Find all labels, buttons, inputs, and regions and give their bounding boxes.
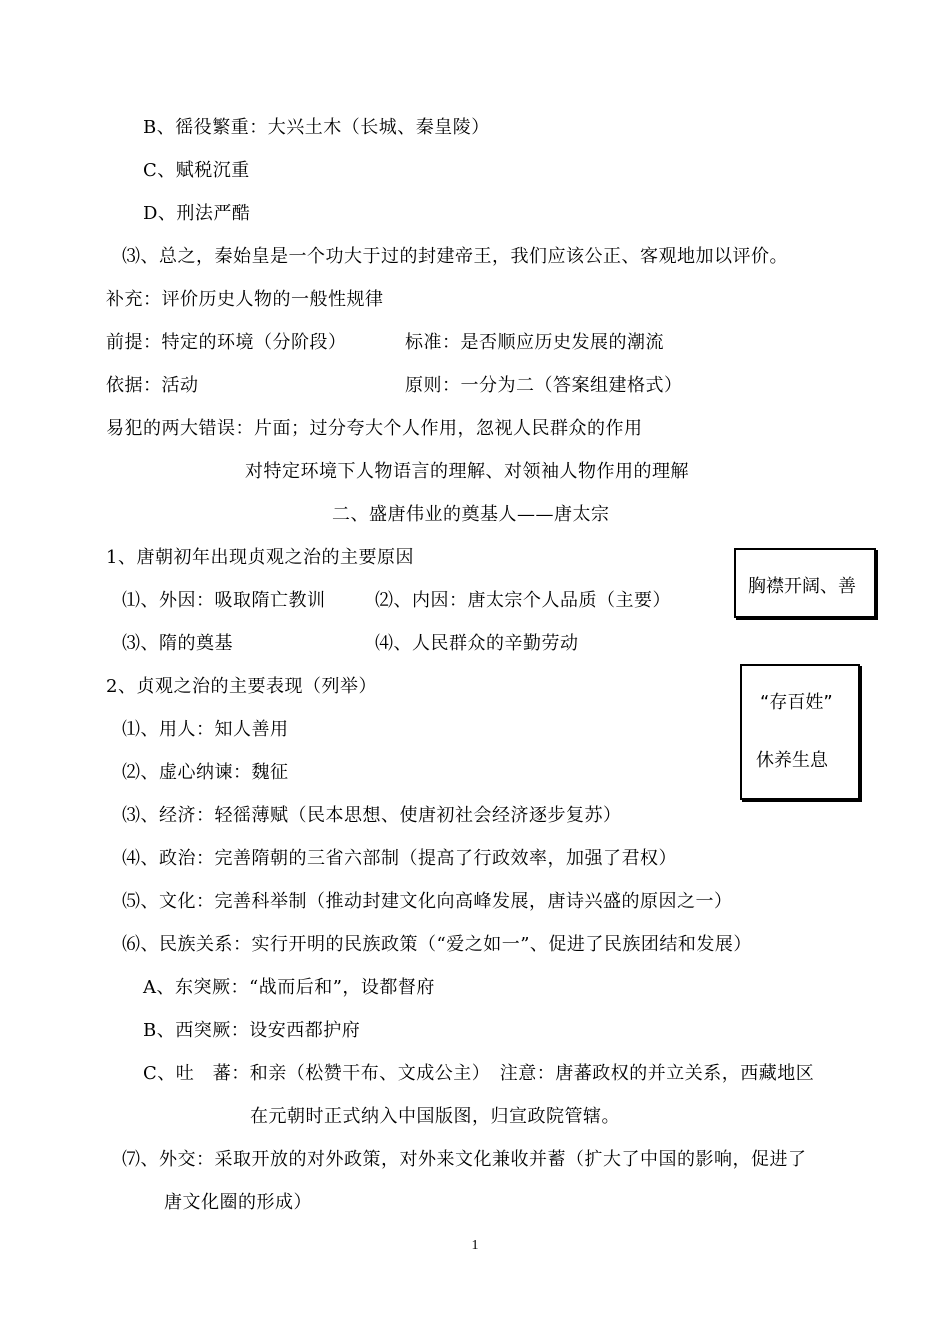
text-line: D、刑法严酷 — [143, 203, 251, 224]
text-line: B、西突厥：设安西都护府 — [143, 1020, 361, 1041]
text-line: ⑵、内因：唐太宗个人品质（主要） — [375, 590, 671, 611]
text-line: C、赋税沉重 — [143, 160, 250, 181]
note-box-text: 休养生息 — [756, 750, 828, 771]
text-line: 对特定环境下人物语言的理解、对领袖人物作用的理解 — [245, 461, 689, 482]
text-line: B、徭役繁重：大兴土木（长城、秦皇陵） — [143, 117, 490, 138]
text-line: 1、唐朝初年出现贞观之治的主要原因 — [106, 547, 414, 568]
page-number: 1 — [471, 1238, 479, 1253]
text-line: ⑶、隋的奠基 — [122, 633, 233, 654]
text-line: ⑺、外交：采取开放的对外政策，对外来文化兼收并蓄（扩大了中国的影响，促进了 — [122, 1149, 807, 1170]
text-line: ⑶、经济：轻徭薄赋（民本思想、使唐初社会经济逐步复苏） — [122, 805, 622, 826]
text-line: ⑸、文化：完善科举制（推动封建文化向高峰发展，唐诗兴盛的原因之一） — [122, 891, 733, 912]
text-line: 2、贞观之治的主要表现（列举） — [106, 676, 377, 697]
note-box — [740, 664, 860, 800]
text-line: ⑴、用人：知人善用 — [122, 719, 289, 740]
text-line: 前提：特定的环境（分阶段） — [106, 332, 347, 353]
text-line: C、吐 蕃：和亲（松赞干布、文成公主） 注意：唐蕃政权的并立关系，西藏地区 — [143, 1063, 815, 1084]
text-line: 依据：活动 — [106, 375, 199, 396]
text-line: ⑶、总之，秦始皇是一个功大于过的封建帝王，我们应该公正、客观地加以评价。 — [122, 246, 788, 267]
text-line: 补充：评价历史人物的一般性规律 — [106, 289, 384, 310]
note-box-text: 胸襟开阔、善 — [748, 576, 856, 597]
text-line: ⑷、政治：完善隋朝的三省六部制（提高了行政效率，加强了君权） — [122, 848, 677, 869]
text-line: 易犯的两大错误：片面；过分夸大个人作用，忽视人民群众的作用 — [106, 418, 643, 439]
text-line: 原则：一分为二（答案组建格式） — [405, 375, 683, 396]
note-box-text: “存百姓” — [760, 692, 833, 713]
text-line: A、东突厥：“战而后和”，设都督府 — [143, 977, 435, 998]
text-line: ⑹、民族关系：实行开明的民族政策（“爱之如一”、促进了民族团结和发展） — [122, 934, 752, 955]
text-line: 唐文化圈的形成） — [164, 1192, 312, 1213]
text-line: ⑷、人民群众的辛勤劳动 — [375, 633, 579, 654]
text-line: 标准：是否顺应历史发展的潮流 — [405, 332, 664, 353]
note-box — [734, 548, 876, 618]
text-line: 在元朝时正式纳入中国版图，归宣政院管辖。 — [250, 1106, 620, 1127]
section-heading: 二、盛唐伟业的奠基人——唐太宗 — [332, 504, 610, 525]
text-line: ⑴、外因：吸取隋亡教训 — [122, 590, 326, 611]
text-line: ⑵、虚心纳谏：魏征 — [122, 762, 289, 783]
